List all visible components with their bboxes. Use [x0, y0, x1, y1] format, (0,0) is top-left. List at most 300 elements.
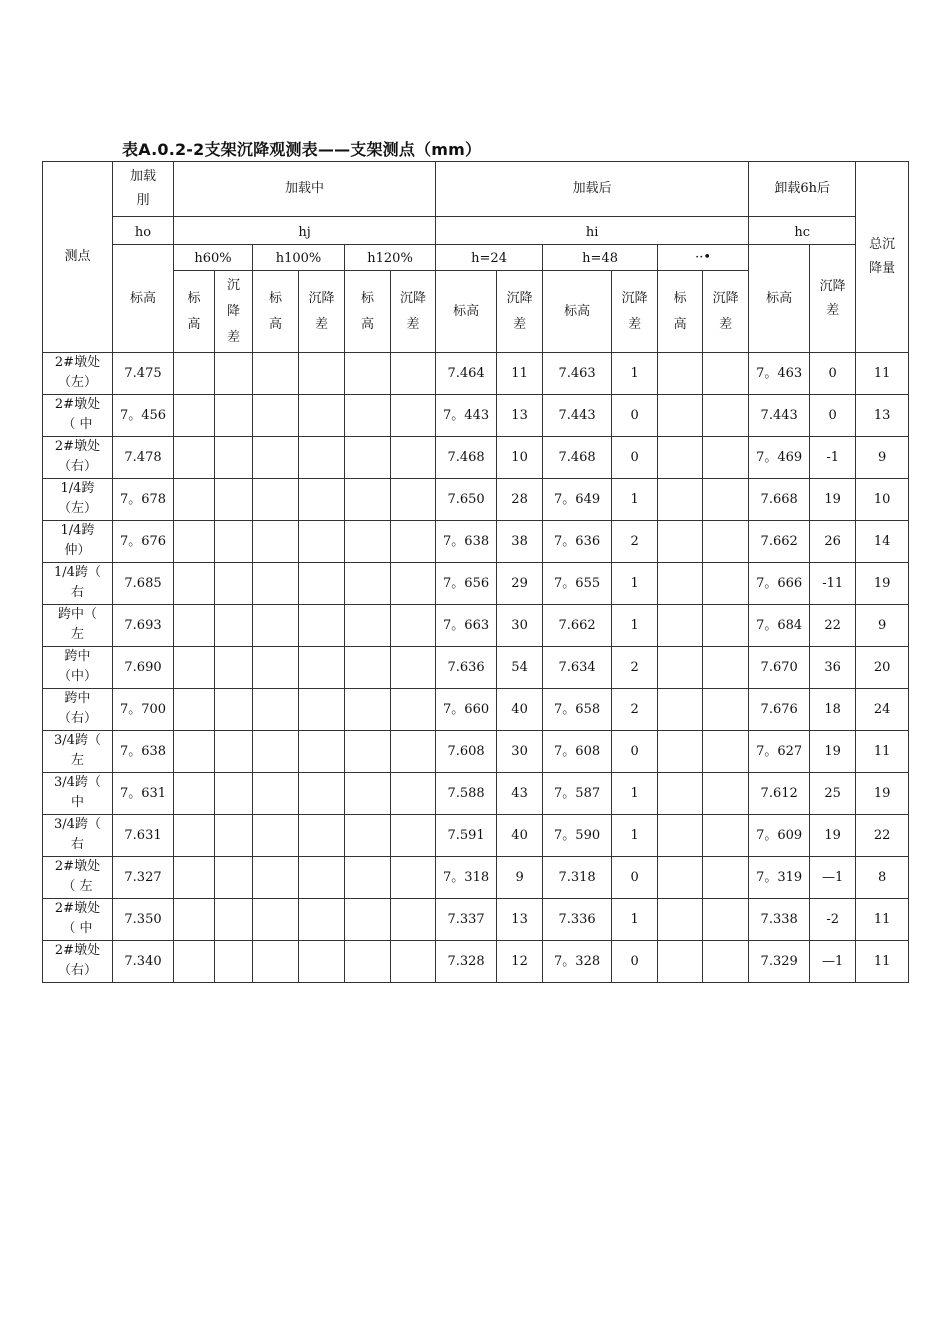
cell-h120-chenjiangcha	[391, 857, 436, 899]
cell-point: 2#墩处（左）	[43, 353, 113, 395]
cell-h120-chenjiangcha	[391, 941, 436, 983]
cell-dots-chenjiangcha	[703, 563, 749, 605]
table-body	[43, 353, 909, 983]
cell-total: 13	[856, 395, 909, 437]
cell-h48-chenjiangcha: 0	[612, 395, 658, 437]
cell-h60-biaogao	[174, 647, 215, 689]
cell-dots-biaogao	[658, 941, 703, 983]
cell-dots-biaogao	[658, 815, 703, 857]
cell-h24-chenjiangcha: 38	[497, 521, 543, 563]
cell-h24-biaogao: 7。663	[436, 605, 497, 647]
cell-h60-chenjiangcha	[215, 605, 253, 647]
cell-dots-chenjiangcha	[703, 521, 749, 563]
cell-h120-chenjiangcha	[391, 647, 436, 689]
cell-h48-biaogao: 7.336	[543, 899, 612, 941]
cell-h48-chenjiangcha: 1	[612, 353, 658, 395]
cell-hc-biaogao: 7。319	[749, 857, 810, 899]
cell-h24-chenjiangcha: 30	[497, 731, 543, 773]
table-row	[43, 899, 909, 941]
cell-h60-chenjiangcha	[215, 353, 253, 395]
cell-dots-chenjiangcha	[703, 731, 749, 773]
cell-dots-biaogao	[658, 899, 703, 941]
cell-h60-chenjiangcha	[215, 773, 253, 815]
cell-total: 11	[856, 899, 909, 941]
cell-dots-biaogao	[658, 731, 703, 773]
cell-dots-chenjiangcha	[703, 395, 749, 437]
table-row	[43, 815, 909, 857]
cell-h100-biaogao	[253, 395, 299, 437]
table-header	[43, 162, 909, 353]
cell-h120-biaogao	[345, 857, 391, 899]
cell-h24-biaogao: 7.328	[436, 941, 497, 983]
cell-h48-chenjiangcha: 0	[612, 731, 658, 773]
cell-h120-biaogao	[345, 353, 391, 395]
cell-total: 11	[856, 941, 909, 983]
header-h120: h120%	[345, 245, 436, 271]
table-row	[43, 521, 909, 563]
cell-hc-biaogao: 7.443	[749, 395, 810, 437]
cell-h120-biaogao	[345, 437, 391, 479]
cell-h100-biaogao	[253, 899, 299, 941]
table-row	[43, 773, 909, 815]
cell-h120-biaogao	[345, 773, 391, 815]
cell-ho-biaogao: 7。638	[113, 731, 174, 773]
cell-h60-chenjiangcha	[215, 941, 253, 983]
cell-hc-chenjiangcha: —1	[810, 857, 856, 899]
cell-point: 2#墩处（右）	[43, 437, 113, 479]
cell-h48-chenjiangcha: 1	[612, 605, 658, 647]
header-hc: hc	[749, 217, 856, 245]
cell-dots-chenjiangcha	[703, 857, 749, 899]
cell-h24-biaogao: 7.588	[436, 773, 497, 815]
table-row	[43, 647, 909, 689]
header-ho-biaogao: 标高	[113, 245, 174, 353]
cell-h48-biaogao: 7.634	[543, 647, 612, 689]
cell-h100-biaogao	[253, 941, 299, 983]
header-h120-biaogao: 标高	[345, 271, 391, 353]
cell-h60-chenjiangcha	[215, 815, 253, 857]
cell-h100-biaogao	[253, 353, 299, 395]
header-hj: hj	[174, 217, 436, 245]
cell-total: 19	[856, 563, 909, 605]
header-h24: h=24	[436, 245, 543, 271]
cell-h60-biaogao	[174, 815, 215, 857]
cell-point: 1/4跨（左）	[43, 479, 113, 521]
cell-h60-chenjiangcha	[215, 857, 253, 899]
cell-h120-biaogao	[345, 521, 391, 563]
cell-hc-chenjiangcha: 19	[810, 479, 856, 521]
cell-ho-biaogao: 7。631	[113, 773, 174, 815]
cell-h48-chenjiangcha: 0	[612, 857, 658, 899]
cell-h24-biaogao: 7.468	[436, 437, 497, 479]
cell-h100-chenjiangcha	[299, 731, 345, 773]
header-ho: ho	[113, 217, 174, 245]
cell-dots-chenjiangcha	[703, 437, 749, 479]
cell-ho-biaogao: 7.631	[113, 815, 174, 857]
cell-h120-chenjiangcha	[391, 395, 436, 437]
cell-h48-biaogao: 7。608	[543, 731, 612, 773]
cell-h120-chenjiangcha	[391, 437, 436, 479]
cell-hc-chenjiangcha: 22	[810, 605, 856, 647]
cell-h60-biaogao	[174, 689, 215, 731]
cell-h60-biaogao	[174, 941, 215, 983]
cell-h24-chenjiangcha: 12	[497, 941, 543, 983]
cell-hc-biaogao: 7.612	[749, 773, 810, 815]
header-h48-biaogao: 标高	[543, 271, 612, 353]
cell-h60-biaogao	[174, 731, 215, 773]
cell-h48-biaogao: 7。636	[543, 521, 612, 563]
cell-point: 3/4跨（ 右	[43, 815, 113, 857]
cell-point: 2#墩处（ 中	[43, 899, 113, 941]
cell-h24-biaogao: 7.636	[436, 647, 497, 689]
cell-h100-biaogao	[253, 773, 299, 815]
cell-dots-chenjiangcha	[703, 941, 749, 983]
header-hc-chenjiangcha: 沉降差	[810, 245, 856, 353]
cell-h24-chenjiangcha: 11	[497, 353, 543, 395]
cell-dots-biaogao	[658, 605, 703, 647]
cell-h100-chenjiangcha	[299, 479, 345, 521]
cell-hc-chenjiangcha: 36	[810, 647, 856, 689]
cell-h48-chenjiangcha: 2	[612, 647, 658, 689]
cell-point: 2#墩处（ 左	[43, 857, 113, 899]
cell-hc-biaogao: 7.662	[749, 521, 810, 563]
cell-h60-chenjiangcha	[215, 899, 253, 941]
cell-hc-chenjiangcha: —1	[810, 941, 856, 983]
cell-dots-chenjiangcha	[703, 647, 749, 689]
cell-dots-chenjiangcha	[703, 773, 749, 815]
cell-h100-chenjiangcha	[299, 437, 345, 479]
cell-hc-chenjiangcha: 26	[810, 521, 856, 563]
header-h24-chenjiangcha: 沉降差	[497, 271, 543, 353]
cell-h60-chenjiangcha	[215, 563, 253, 605]
cell-h60-biaogao	[174, 857, 215, 899]
cell-h100-biaogao	[253, 647, 299, 689]
cell-h120-chenjiangcha	[391, 689, 436, 731]
header-h60: h60%	[174, 245, 253, 271]
cell-h48-chenjiangcha: 2	[612, 689, 658, 731]
cell-h100-chenjiangcha	[299, 689, 345, 731]
cell-h100-biaogao	[253, 437, 299, 479]
cell-dots-biaogao	[658, 479, 703, 521]
cell-h60-biaogao	[174, 773, 215, 815]
cell-h48-biaogao: 7。658	[543, 689, 612, 731]
header-dots: ··•	[658, 245, 749, 271]
cell-hc-biaogao: 7.676	[749, 689, 810, 731]
cell-total: 22	[856, 815, 909, 857]
cell-h48-biaogao: 7。590	[543, 815, 612, 857]
cell-point: 1/4跨仲）	[43, 521, 113, 563]
cell-point: 1/4跨（ 右	[43, 563, 113, 605]
cell-h120-chenjiangcha	[391, 563, 436, 605]
cell-h60-chenjiangcha	[215, 731, 253, 773]
cell-h100-chenjiangcha	[299, 773, 345, 815]
cell-h48-biaogao: 7.318	[543, 857, 612, 899]
cell-point: 跨中（ 左	[43, 605, 113, 647]
cell-h120-biaogao	[345, 815, 391, 857]
cell-hc-biaogao: 7。463	[749, 353, 810, 395]
cell-ho-biaogao: 7。700	[113, 689, 174, 731]
cell-h60-biaogao	[174, 479, 215, 521]
table-row	[43, 941, 909, 983]
cell-h48-chenjiangcha: 1	[612, 815, 658, 857]
cell-h100-biaogao	[253, 815, 299, 857]
cell-h100-chenjiangcha	[299, 395, 345, 437]
cell-h24-chenjiangcha: 40	[497, 689, 543, 731]
cell-dots-biaogao	[658, 521, 703, 563]
cell-h120-biaogao	[345, 479, 391, 521]
cell-dots-chenjiangcha	[703, 353, 749, 395]
cell-h120-chenjiangcha	[391, 731, 436, 773]
cell-h24-biaogao: 7。638	[436, 521, 497, 563]
cell-h100-biaogao	[253, 479, 299, 521]
cell-dots-biaogao	[658, 353, 703, 395]
cell-h60-chenjiangcha	[215, 395, 253, 437]
cell-total: 9	[856, 437, 909, 479]
cell-h60-biaogao	[174, 563, 215, 605]
cell-ho-biaogao: 7.340	[113, 941, 174, 983]
cell-total: 8	[856, 857, 909, 899]
header-h60-chenjiangcha: 沉降差	[215, 271, 253, 353]
cell-h24-chenjiangcha: 29	[497, 563, 543, 605]
cell-h48-biaogao: 7.463	[543, 353, 612, 395]
cell-hc-chenjiangcha: 18	[810, 689, 856, 731]
cell-h60-biaogao	[174, 353, 215, 395]
cell-h120-chenjiangcha	[391, 899, 436, 941]
cell-h100-biaogao	[253, 521, 299, 563]
cell-h24-chenjiangcha: 13	[497, 899, 543, 941]
table-title: 表A.0.2-2支架沉降观测表——支架测点（mm）	[122, 140, 482, 159]
table-row	[43, 731, 909, 773]
cell-h100-chenjiangcha	[299, 647, 345, 689]
cell-ho-biaogao: 7.685	[113, 563, 174, 605]
cell-hc-chenjiangcha: 19	[810, 815, 856, 857]
cell-h100-chenjiangcha	[299, 563, 345, 605]
cell-h100-chenjiangcha	[299, 941, 345, 983]
cell-h60-chenjiangcha	[215, 647, 253, 689]
cell-h24-biaogao: 7。660	[436, 689, 497, 731]
cell-ho-biaogao: 7。456	[113, 395, 174, 437]
cell-h100-biaogao	[253, 563, 299, 605]
cell-total: 19	[856, 773, 909, 815]
cell-dots-chenjiangcha	[703, 899, 749, 941]
cell-dots-biaogao	[658, 563, 703, 605]
header-xiezai: 卸载6h后	[749, 162, 856, 217]
cell-h120-chenjiangcha	[391, 815, 436, 857]
cell-hc-biaogao: 7.670	[749, 647, 810, 689]
header-h100-chenjiangcha: 沉降差	[299, 271, 345, 353]
header-dots-biaogao: 标高	[658, 271, 703, 353]
cell-h24-chenjiangcha: 54	[497, 647, 543, 689]
cell-h48-biaogao: 7。328	[543, 941, 612, 983]
cell-h100-chenjiangcha	[299, 353, 345, 395]
cell-dots-chenjiangcha	[703, 815, 749, 857]
cell-point: 3/4跨（ 中	[43, 773, 113, 815]
cell-hc-chenjiangcha: 19	[810, 731, 856, 773]
cell-dots-chenjiangcha	[703, 689, 749, 731]
cell-ho-biaogao: 7。676	[113, 521, 174, 563]
cell-point: 2#墩处（右）	[43, 941, 113, 983]
cell-h24-biaogao: 7。443	[436, 395, 497, 437]
cell-h120-chenjiangcha	[391, 353, 436, 395]
cell-point: 跨中（中）	[43, 647, 113, 689]
cell-h100-chenjiangcha	[299, 899, 345, 941]
header-hi: hi	[436, 217, 749, 245]
cell-h48-chenjiangcha: 0	[612, 941, 658, 983]
cell-dots-biaogao	[658, 689, 703, 731]
cell-ho-biaogao: 7.478	[113, 437, 174, 479]
cell-h120-biaogao	[345, 899, 391, 941]
cell-h48-chenjiangcha: 1	[612, 479, 658, 521]
cell-total: 11	[856, 731, 909, 773]
cell-h24-chenjiangcha: 10	[497, 437, 543, 479]
header-hc-biaogao: 标高	[749, 245, 810, 353]
cell-h60-biaogao	[174, 521, 215, 563]
cell-ho-biaogao: 7.475	[113, 353, 174, 395]
cell-hc-chenjiangcha: -11	[810, 563, 856, 605]
cell-h24-biaogao: 7.608	[436, 731, 497, 773]
cell-h100-chenjiangcha	[299, 815, 345, 857]
cell-h48-chenjiangcha: 1	[612, 899, 658, 941]
header-zong: 总沉降量	[856, 162, 909, 353]
header-h100-biaogao: 标高	[253, 271, 299, 353]
cell-h120-chenjiangcha	[391, 605, 436, 647]
cell-h100-chenjiangcha	[299, 521, 345, 563]
cell-hc-biaogao: 7。666	[749, 563, 810, 605]
cell-h100-biaogao	[253, 605, 299, 647]
table-row	[43, 353, 909, 395]
cell-point: 跨中（右）	[43, 689, 113, 731]
cell-total: 20	[856, 647, 909, 689]
cell-h60-chenjiangcha	[215, 689, 253, 731]
table-row	[43, 857, 909, 899]
cell-h60-biaogao	[174, 899, 215, 941]
cell-h24-chenjiangcha: 43	[497, 773, 543, 815]
cell-ho-biaogao: 7.690	[113, 647, 174, 689]
cell-h120-biaogao	[345, 563, 391, 605]
cell-dots-biaogao	[658, 437, 703, 479]
cell-h120-chenjiangcha	[391, 479, 436, 521]
header-h120-chenjiangcha: 沉降差	[391, 271, 436, 353]
header-h48-chenjiangcha: 沉降差	[612, 271, 658, 353]
cell-h48-biaogao: 7.662	[543, 605, 612, 647]
cell-h48-biaogao: 7。649	[543, 479, 612, 521]
cell-h48-chenjiangcha: 1	[612, 773, 658, 815]
cell-h100-biaogao	[253, 731, 299, 773]
cell-h100-biaogao	[253, 857, 299, 899]
table-row	[43, 689, 909, 731]
cell-hc-chenjiangcha: -2	[810, 899, 856, 941]
header-jiazai-hou: 加载后	[436, 162, 749, 217]
cell-h48-biaogao: 7.468	[543, 437, 612, 479]
cell-point: 2#墩处（ 中	[43, 395, 113, 437]
cell-h60-biaogao	[174, 395, 215, 437]
cell-dots-biaogao	[658, 773, 703, 815]
cell-dots-biaogao	[658, 647, 703, 689]
cell-h24-biaogao: 7.591	[436, 815, 497, 857]
cell-h100-chenjiangcha	[299, 857, 345, 899]
cell-h100-chenjiangcha	[299, 605, 345, 647]
cell-h100-biaogao	[253, 689, 299, 731]
cell-h48-biaogao: 7。587	[543, 773, 612, 815]
cell-dots-biaogao	[658, 395, 703, 437]
header-dots-chenjiangcha: 沉降差	[703, 271, 749, 353]
cell-hc-biaogao: 7。609	[749, 815, 810, 857]
cell-h120-chenjiangcha	[391, 521, 436, 563]
cell-ho-biaogao: 7.350	[113, 899, 174, 941]
cell-h120-biaogao	[345, 941, 391, 983]
cell-h24-chenjiangcha: 40	[497, 815, 543, 857]
cell-ho-biaogao: 7。678	[113, 479, 174, 521]
cell-h120-biaogao	[345, 395, 391, 437]
header-jiazai-qian: 加载刖	[113, 162, 174, 217]
cell-total: 14	[856, 521, 909, 563]
header-jiazai-zhong: 加载中	[174, 162, 436, 217]
cell-h48-biaogao: 7.443	[543, 395, 612, 437]
cell-h48-chenjiangcha: 2	[612, 521, 658, 563]
cell-dots-chenjiangcha	[703, 605, 749, 647]
cell-h24-chenjiangcha: 28	[497, 479, 543, 521]
cell-h24-biaogao: 7.464	[436, 353, 497, 395]
cell-total: 10	[856, 479, 909, 521]
cell-hc-chenjiangcha: -1	[810, 437, 856, 479]
cell-h60-biaogao	[174, 605, 215, 647]
cell-hc-chenjiangcha: 0	[810, 353, 856, 395]
table-row	[43, 563, 909, 605]
cell-dots-biaogao	[658, 857, 703, 899]
cell-h48-chenjiangcha: 1	[612, 563, 658, 605]
cell-h120-biaogao	[345, 731, 391, 773]
cell-h24-chenjiangcha: 13	[497, 395, 543, 437]
cell-hc-chenjiangcha: 0	[810, 395, 856, 437]
cell-total: 24	[856, 689, 909, 731]
header-h60-biaogao: 标高	[174, 271, 215, 353]
table-row	[43, 479, 909, 521]
cell-h24-biaogao: 7.650	[436, 479, 497, 521]
cell-h120-biaogao	[345, 689, 391, 731]
header-h100: h100%	[253, 245, 345, 271]
cell-dots-chenjiangcha	[703, 479, 749, 521]
table-row	[43, 395, 909, 437]
cell-ho-biaogao: 7.327	[113, 857, 174, 899]
header-h48: h=48	[543, 245, 658, 271]
cell-h60-chenjiangcha	[215, 521, 253, 563]
cell-h24-biaogao: 7。656	[436, 563, 497, 605]
header-cedian: 测点	[43, 162, 113, 353]
table-row	[43, 437, 909, 479]
cell-hc-biaogao: 7.338	[749, 899, 810, 941]
cell-h60-chenjiangcha	[215, 479, 253, 521]
cell-ho-biaogao: 7.693	[113, 605, 174, 647]
cell-h120-biaogao	[345, 647, 391, 689]
cell-h120-chenjiangcha	[391, 773, 436, 815]
cell-h60-biaogao	[174, 437, 215, 479]
cell-h24-chenjiangcha: 9	[497, 857, 543, 899]
cell-total: 9	[856, 605, 909, 647]
cell-h24-chenjiangcha: 30	[497, 605, 543, 647]
cell-hc-biaogao: 7。627	[749, 731, 810, 773]
cell-h24-biaogao: 7。318	[436, 857, 497, 899]
cell-hc-biaogao: 7。684	[749, 605, 810, 647]
cell-total: 11	[856, 353, 909, 395]
cell-hc-biaogao: 7.329	[749, 941, 810, 983]
cell-point: 3/4跨（ 左	[43, 731, 113, 773]
cell-hc-biaogao: 7。469	[749, 437, 810, 479]
cell-h24-biaogao: 7.337	[436, 899, 497, 941]
cell-h120-biaogao	[345, 605, 391, 647]
cell-h48-biaogao: 7。655	[543, 563, 612, 605]
cell-hc-chenjiangcha: 25	[810, 773, 856, 815]
settlement-table	[42, 161, 909, 983]
